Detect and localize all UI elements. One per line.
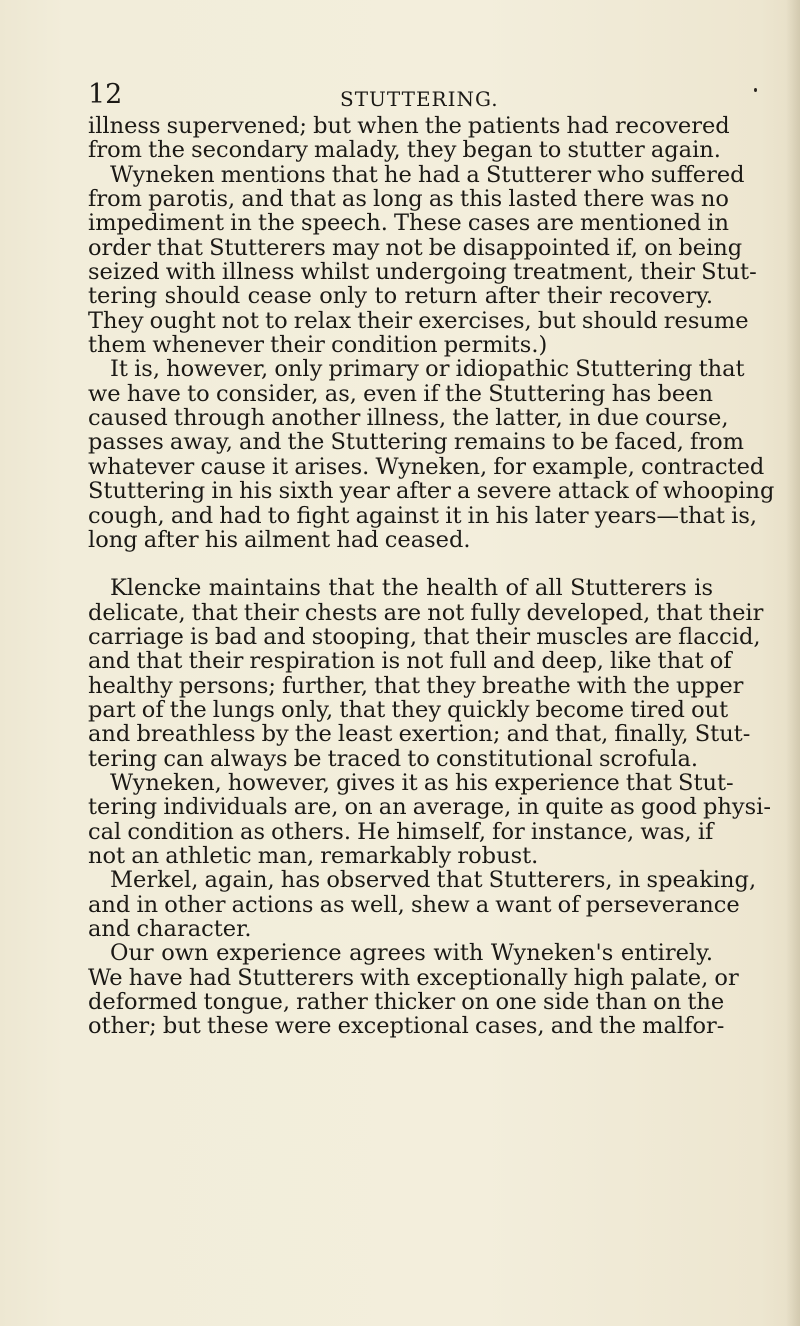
page-edge-shadow <box>786 0 800 1326</box>
text-line: Wyneken mentions that he had a Stutterer who suffered <box>110 161 745 188</box>
text-line: seized with illness whilst undergoing treatment, their Stut- <box>88 259 757 286</box>
text-line: we have to consider, as, even if the Stuttering has been <box>88 380 713 407</box>
text-line: Stuttering in his sixth year after a severe attack of whooping <box>88 478 775 505</box>
body-text <box>88 113 775 1040</box>
text-line: order that Stutterers may not be disappointed if, on being <box>88 234 743 261</box>
paragraph-gap <box>88 552 713 576</box>
text-line: not an athletic man, remarkably robust. <box>88 842 539 869</box>
text-line: healthy persons; further, that they breathe with the upper <box>88 672 744 699</box>
text-line: part of the lungs only, that they quickly become tired out <box>88 696 729 723</box>
text-line: whatever cause it arises. Wyneken, for example, contracted <box>88 453 765 480</box>
text-line: long after his ailment had ceased. <box>88 526 471 553</box>
text-line: deformed tongue, rather thicker on one side than on the <box>88 989 725 1016</box>
text-line: It is, however, only primary or idiopathic Stuttering that <box>110 356 745 383</box>
text-line: Our own experience agrees with Wyneken's entirely. <box>110 940 713 967</box>
text-line: Klencke maintains that the health of all Stutterers is <box>110 575 713 602</box>
text-line: and breathless by the least exertion; and that, finally, Stut- <box>88 721 751 748</box>
text-line: from the secondary malady, they began to stutter again. <box>88 137 721 164</box>
text-line: tering should cease only to return after their recovery. <box>88 283 713 310</box>
text-line: them whenever their condition permits.) <box>88 332 548 359</box>
text-line: and in other actions as well, shew a want of perseverance <box>88 891 740 918</box>
text-line: Wyneken, however, gives it as his experience that Stut- <box>110 769 734 796</box>
text-line: They ought not to relax their exercises, but should resume <box>88 307 749 334</box>
text-line: from parotis, and that as long as this lasted there was no <box>88 186 729 213</box>
text-line: and character. <box>88 916 252 942</box>
text-line: caused through another illness, the latter, in due course, <box>88 405 729 432</box>
text-line: cough, and had to fight against it in his later years—that is, <box>88 502 758 529</box>
page-number: 12 <box>88 79 123 110</box>
text-line: passes away, and the Stuttering remains to be faced, from <box>88 429 744 456</box>
running-head <box>88 78 728 118</box>
text-line: Merkel, again, has observed that Stutterers, in speaking, <box>110 867 757 894</box>
text-line: We have had Stutterers with exceptionally high palate, or <box>88 964 739 991</box>
text-line: delicate, that their chests are not fully developed, that their <box>88 599 764 626</box>
ink-speck <box>754 88 757 92</box>
text-line: impediment in the speech. These cases are mentioned in <box>88 210 730 237</box>
text-line: cal condition as others. He himself, for instance, was, if <box>88 818 714 845</box>
text-line: tering can always be traced to constitutional scrofula. <box>88 745 699 772</box>
text-line: tering individuals are, on an average, in quite as good physi- <box>88 794 771 821</box>
text-line: other; but these were exceptional cases, and the malfor- <box>88 1013 725 1040</box>
text-line: and that their respiration is not full and deep, like that of <box>88 648 732 675</box>
running-title: STUTTERING. <box>340 87 499 111</box>
text-line: illness supervened; but when the patients had recovered <box>88 113 730 139</box>
text-line: carriage is bad and stooping, that their muscles are flaccid, <box>88 623 761 650</box>
